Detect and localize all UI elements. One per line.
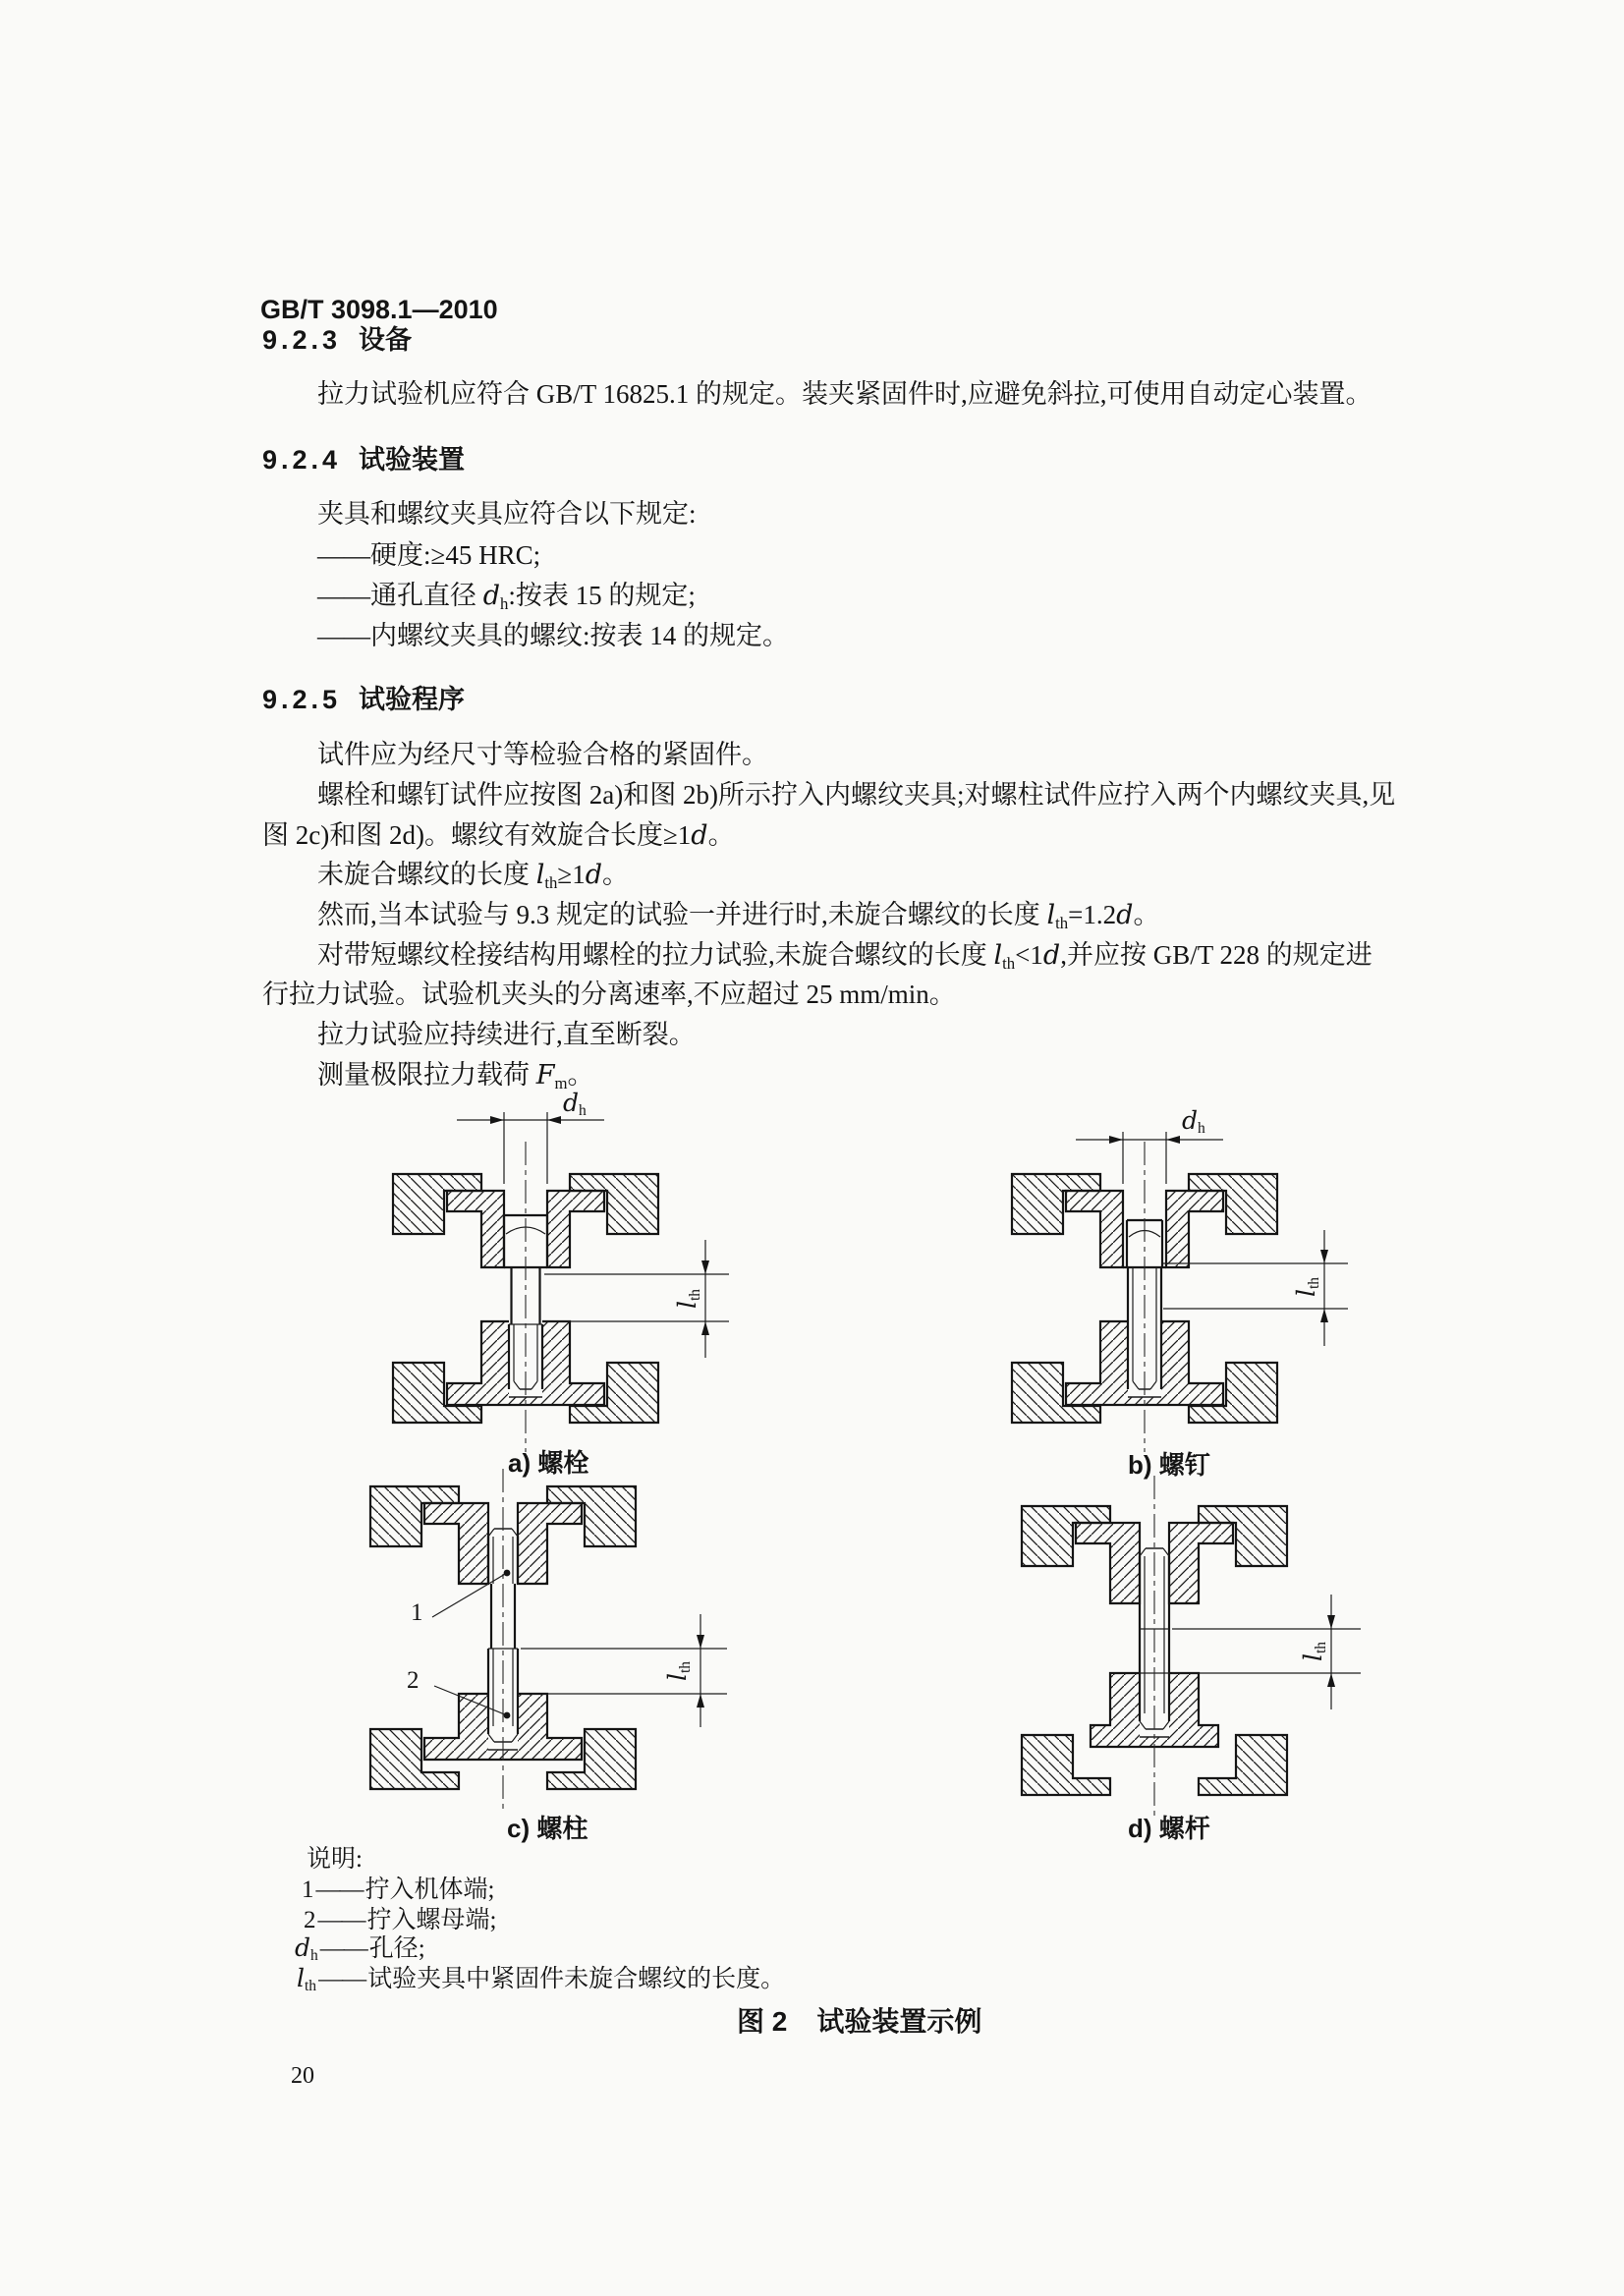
subscript-th: th xyxy=(1306,1276,1323,1290)
lth-dimension xyxy=(1172,1595,1361,1709)
figure-number: 图 2 xyxy=(737,2006,788,2037)
variable-d: d xyxy=(1042,940,1061,971)
lth-dimension xyxy=(521,1614,727,1727)
legend-text: 拧入机体端; xyxy=(364,1876,495,1903)
figure-c-stud-drawing xyxy=(370,1469,727,1810)
subscript-th: th xyxy=(1002,953,1016,973)
lth-dimension-label-a xyxy=(673,1277,702,1320)
paragraph-short-thread-line2: 行拉力试验。试验机夹头的分离速率,不应超过 25 mm/min。 xyxy=(262,980,956,1009)
paragraph-text: 对带短螺纹栓接结构用螺栓的拉力试验,未旋合螺纹的长度 xyxy=(317,940,994,970)
subscript-h: h xyxy=(1198,1120,1205,1138)
standard-number-header: GB/T 3098.1—2010 xyxy=(260,295,498,324)
section-title: 试验装置 xyxy=(359,445,465,475)
paragraph-screw-in-line1: 螺栓和螺钉试件应按图 2a)和图 2b)所示拧入内螺纹夹具;对螺柱试件应拧入两个内螺纹夹具,见 xyxy=(317,780,1396,810)
subscript-th: th xyxy=(1055,913,1069,932)
subscript-th: th xyxy=(544,872,558,892)
paragraph-text: ,并应按 GB/T 228 的规定进 xyxy=(1060,940,1372,970)
legend-text: 孔径; xyxy=(368,1935,425,1962)
legend-dash: —— xyxy=(315,1876,364,1903)
lth-dimension-label-b xyxy=(1292,1265,1321,1309)
variable-l: l xyxy=(663,1673,692,1682)
paragraph-specimen: 试件应为经尺寸等检验合格的紧固件。 xyxy=(317,740,768,769)
list-item-internal-thread: ——内螺纹夹具的螺纹:按表 14 的规定。 xyxy=(317,621,790,650)
figure-2-caption xyxy=(737,2000,981,2040)
variable-l: l xyxy=(1299,1653,1327,1662)
list-item-hardness: ——硬度:≥45 HRC; xyxy=(317,540,541,570)
variable-d: d xyxy=(1182,1106,1199,1135)
list-item-text: :按表 15 的规定; xyxy=(508,581,696,610)
dh-dimension-label-b xyxy=(1182,1106,1205,1136)
legend-item-lth xyxy=(297,1959,785,1994)
variable-d: d xyxy=(585,860,603,890)
variable-F: F xyxy=(535,1060,555,1091)
callout-2-label: 2 xyxy=(407,1667,420,1694)
paragraph-text: 图 2c)和图 2d)。螺纹有效旋合长度≥1 xyxy=(262,820,692,850)
paragraph-text: 。 xyxy=(1133,900,1160,929)
paragraph-equipment: 拉力试验机应符合 GB/T 16825.1 的规定。装夹紧固件时,应避免斜拉,可使用自动定心装置。 xyxy=(317,379,1372,409)
variable-d: d xyxy=(691,820,708,851)
section-number: 9.2.5 xyxy=(262,685,342,714)
dh-dimension-label-a xyxy=(563,1089,587,1118)
subscript-th: th xyxy=(687,1288,704,1302)
subscript-h: h xyxy=(579,1102,587,1120)
section-title: 试验程序 xyxy=(359,685,465,714)
legend-symbol: 2 xyxy=(304,1907,316,1933)
callout-1-label: 1 xyxy=(411,1599,423,1626)
variable-l: l xyxy=(535,860,545,890)
subscript-th: th xyxy=(1313,1641,1330,1654)
paragraph-continue-test: 拉力试验应持续进行,直至断裂。 xyxy=(317,1020,696,1049)
variable-l: l xyxy=(673,1301,701,1310)
section-number: 9.2.4 xyxy=(262,445,342,475)
subscript-h: h xyxy=(500,593,509,613)
section-number: 9.2.3 xyxy=(262,325,342,355)
legend-symbol: d xyxy=(295,1933,311,1962)
variable-d: d xyxy=(482,581,501,611)
paragraph-text: 。 xyxy=(567,1060,594,1090)
subfigure-a-caption: a) 螺栓 xyxy=(508,1448,589,1478)
paragraph-text: 未旋合螺纹的长度 xyxy=(317,860,536,889)
variable-l: l xyxy=(1046,900,1056,930)
legend-text: 拧入螺母端; xyxy=(366,1907,497,1933)
paragraph-text: 。 xyxy=(707,820,735,850)
subfigure-b-caption: b) 螺钉 xyxy=(1128,1450,1210,1480)
paragraph-text: 。 xyxy=(602,860,630,889)
section-title: 设备 xyxy=(359,325,412,355)
variable-d: d xyxy=(1116,900,1134,930)
paragraph-text: ≥1 xyxy=(557,860,586,889)
paragraph-text: =1.2 xyxy=(1068,900,1117,929)
legend-text: 试验夹具中紧固件未旋合螺纹的长度。 xyxy=(367,1966,786,1992)
legend-dash: —— xyxy=(319,1935,367,1962)
subfigure-d-caption: d) 螺杆 xyxy=(1128,1814,1210,1843)
subscript-th: th xyxy=(677,1660,695,1674)
legend-symbol: l xyxy=(297,1964,305,1992)
legend-title: 说明: xyxy=(307,1846,363,1873)
paragraph-text: 测量极限拉力载荷 xyxy=(317,1060,536,1090)
paragraph-text: 然而,当本试验与 9.3 规定的试验一并进行时,未旋合螺纹的长度 xyxy=(317,900,1047,929)
legend-symbol: 1 xyxy=(302,1876,314,1903)
variable-d: d xyxy=(563,1089,580,1117)
legend-dash: —— xyxy=(317,1907,365,1933)
figure-title: 试验装置示例 xyxy=(816,2006,982,2037)
page-number: 20 xyxy=(291,2063,314,2089)
lth-dimension-label-c xyxy=(663,1650,693,1693)
legend-subscript: h xyxy=(310,1947,318,1965)
variable-l: l xyxy=(993,940,1003,971)
subscript-m: m xyxy=(554,1073,568,1092)
lth-dimension-label-d xyxy=(1299,1630,1328,1673)
subfigure-c-caption: c) 螺柱 xyxy=(507,1814,588,1843)
paragraph-fixture-intro: 夹具和螺纹夹具应符合以下规定: xyxy=(317,499,697,529)
paragraph-text: <1 xyxy=(1015,940,1043,970)
legend-subscript: th xyxy=(305,1978,317,1995)
variable-l: l xyxy=(1292,1289,1320,1298)
legend-dash: —— xyxy=(318,1966,366,1992)
list-item-text: ——通孔直径 xyxy=(317,581,483,610)
